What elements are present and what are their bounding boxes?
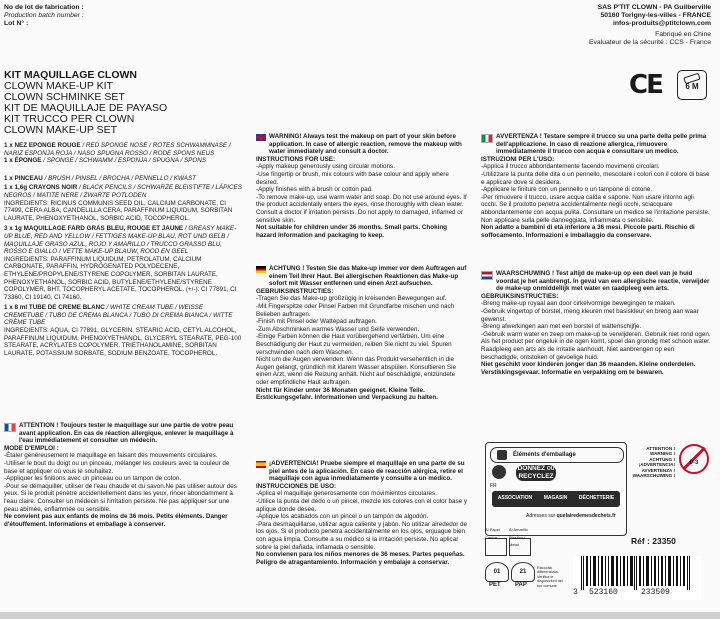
title-en: CLOWN MAKE-UP KIT <box>4 80 113 92</box>
step-nl: -Gebruik vingertop of borstel, meng kleuren met basiskleur en breng aan waar gewenst. <box>481 307 699 323</box>
recycle-arrows-icon <box>492 465 506 479</box>
warning-nl: WAARSCHUWING ! Test altijd de make-up op een deel van je huid voordat je het aanbrengt. In geval van een allergische reactie, verwijder de make-up onmiddellijk met water en raadpleeg een arts. <box>481 270 711 293</box>
warning-es: ¡ADVERTENCIA! Pruebe siempre el maquillaje en una parte de su piel antes de la aplicación. En caso de reacción alérgica, retire el maquillaje con agua inmediatamente y consulte a un médico. <box>256 460 469 483</box>
section-de <box>256 265 469 402</box>
section-it <box>481 133 711 239</box>
multilingual-warning <box>631 446 675 478</box>
step-de: -Einige Farben können die Haut vorübergehend verfärben. Um eine Beschädigung der Haut zu vermeiden, reiben Sie nicht zu viel. Spuren verschwinden nach dem Waschen. <box>256 333 452 356</box>
mode-heading-fr: MODE D'EMPLOI : <box>4 444 59 452</box>
barcode-digits-right: 233509 <box>641 588 670 597</box>
mode-heading-es: INSTRUCCIONES DE USO: <box>256 482 337 490</box>
notice-it: Non adatto a bambini di età inferiore a 36 mesi. Piccole parti. Rischio di soffocamento. Informazioni e imballaggio da conservare. <box>481 224 695 239</box>
step-it: -Applica il trucco abbondantemente facendo movimenti circolari. <box>481 163 660 171</box>
collection-points-bar <box>492 491 620 507</box>
step-de: -Tragen Sie das Make-up großzügig in kreisenden Bewegungen auf. <box>256 295 447 303</box>
ce-mark-icon: CE <box>629 70 662 100</box>
warning-fr: ATTENTION ! Toujours tester le maquillage sur une partie de votre peau avant application. En cas de réaction allergique, enlever le maquillage à l'eau immédiatement et consulter un médecin. <box>4 422 242 445</box>
pap-recycling-icon: 21 <box>511 562 535 582</box>
title-fr: KIT MAQUILLAGE CLOWN <box>4 69 137 81</box>
notice-en: Not suitable for children under 36 months. Small parts. Choking hazard Information and packaging to keep. <box>256 224 448 239</box>
warning-de: ACHTUNG ! Testen Sie das Make-up immer vor dem Auftragen auf einem Teil Ihrer Haut. Bei allergischen Reaktionen das Make-up sofort mit Wasser entfernen und einen Arzt aufsuchen. <box>256 265 469 288</box>
step-en: -Use fingertip or brush, mix colours with base colour and apply where desired. <box>256 170 449 186</box>
content-item: 1 x 8 ml TUBE DE CREME BLANC / WHITE CREAM TUBE / WEISSE CREMETUBE / TUBO DE CREMA BLANCA / TUBO DI CREMA BIANCA / WITTE CRÈME TUBE <box>4 304 233 327</box>
addresses-line: Adresses sur quefairedemesdechets.fr <box>526 513 616 519</box>
ingredients-pencil: INGREDIENTS: RICINUS COMMUNIS SEED OIL, CALCIUM CARBONATE, CI 77499, CERA ALBA, CANDELILLA CERA, PARAFFINUM LIQUIDUM, SORBITAN LAURATE, PHENOXYETHANOL, SORBIC ACID, TOCOPHEROL. <box>4 199 233 222</box>
step-nl: -Breng afwerkingen aan met een borstel of wattenschijfje. <box>481 323 642 331</box>
warn-line: WAARSCHUWING ! <box>632 473 675 479</box>
step-nl: -Gebruik warm water en zeep om make-up te verwijderen. Gebruik niet rond ogen. Als het product per ongeluk in de ogen komt, spoel dan grondig met schoon water. Raadpleeg een arts als de irritatie aanhoudt. Niet aanbrengen op een beschadigde, ontstoken of gevoelige huid. <box>481 330 711 361</box>
notice-de: Nicht für Kinder unter 36 Monaten geeignet. Kleine Teile. Erstickungsgefahr. Informationen und Verpackung zu halten. <box>256 386 438 402</box>
barcode-digits <box>573 588 701 598</box>
title-es: KIT DE MAQUILLAJE DE PAYASO <box>4 102 168 114</box>
step-it: -Utilizzare la punta delle dita o un pennello, mescolare i colori con il colore di base e applicare dove si desidera. <box>481 170 710 186</box>
step-nl: -Breng make-up royaal aan door cirkelvormige bewegingen te maken. <box>481 300 676 308</box>
flag-de-icon <box>256 266 266 273</box>
step-fr: -Utiliser le bout du doigt ou un pinceau, mélanger les couleurs avec la couleur de base et appliquer où vous le souhaitez. <box>4 459 230 475</box>
mode-heading-nl: GEBRUIKSINSTRUCTIES: <box>481 292 559 300</box>
step-en: -Apply makeup generously using circular motions. <box>256 163 395 171</box>
step-en: -To remove make-up, use warm water and soap. Do not use around eyes. If the product accidentally enters the eyes, rinse thoroughly with clean water. Consult a doctor if irritation persists. Do not apply to damaged, inflamed or sensitive skin. <box>256 193 467 224</box>
pet-label: PET <box>489 582 501 588</box>
mode-heading-de: GEBRUIKSINSTRUCTIES: <box>256 287 334 295</box>
section-en <box>256 133 469 239</box>
packaging-elements-pill <box>490 447 624 463</box>
company-email: infos-produits@ptitclown.com <box>612 20 711 27</box>
step-es: -Aplica el maquillaje generosamente con movimientos circulares. <box>256 490 437 498</box>
step-de: -Zum Abschminken warmes Wasser und Seife verwenden. <box>256 325 420 333</box>
contents-list <box>4 142 242 357</box>
age-mark: 0-3 <box>689 460 699 466</box>
mode-heading-it: ISTRUZIONI PER L'USO: <box>481 155 555 163</box>
section-es <box>256 460 469 566</box>
flag-es-icon <box>256 461 266 468</box>
batch-label-en: Production batch number : <box>4 12 84 19</box>
store-label: MAGASIN <box>543 495 568 502</box>
title-it: KIT TRUCCO PER CLOWN <box>4 113 135 125</box>
product-titles <box>4 70 244 136</box>
fr-code: FR <box>490 483 497 489</box>
company-block <box>511 4 711 47</box>
box-icon <box>497 450 507 460</box>
step-de: Nicht um die Augen verwenden. Wenn das Produkt versehentlich in die Augen gelangt, gründlich mit klarem Wasser abspülen. Konsultieren Sie einen Arzt, wenn die Reizung anhält. Nicht auf beschädigte, entzündete oder empfindliche Haut auftragen. <box>256 356 456 386</box>
mode-heading-en: INSTRUCTIONS FOR USE: <box>256 155 336 163</box>
flag-fr-icon <box>4 423 16 432</box>
step-es: -Para desmaquillarse, utilizar agua caliente y jabón. No utilizar alrededor de los ojos. Si el producto penetra accidentalmente en los ojos, enjuague bien con agua limpia. Consulte a su médico si la irritación persiste. No aplicar sobre la piel dañada, inflamada o sensible. <box>256 520 468 551</box>
company-address: 50160 Torigny-les-villes - FRANCE <box>600 12 711 19</box>
safety-evaluator: Evaluateur de la sécurité : CCS - France <box>588 39 711 46</box>
ingredients-greasy: INGREDIENTS: PARAFFINUM LIQUIDUM, PETROLATUM, CALCIUM CARBONATE, PARAFFIN, HYDROGENATED POLYDECENE, ETHYLENE/PROPYLENE/STYRENE COPOLYMER, SORBITAN LAURATE, PHENOXYETHANOL, SORBIC ACID, BUTYLENE/ETHYLENE/STYRENE COPOLYMER, BHT, TOCOPHERYL ACETATE, TOCOPHEROL. (+/-): CI 77891, CI 73360, CI 19140, CI 74160. <box>4 255 237 301</box>
warning-en: WARNING! Always test the makeup on part of your skin before application. In case of allergic reaction, remove the makeup with water immediately and consult a doctor. <box>256 133 469 156</box>
flag-nl-icon <box>481 271 493 280</box>
barcode-first-digit: 3 <box>573 588 578 597</box>
warn-line: WARNING ! <box>649 451 675 457</box>
ingredients-cream: INGREDIENTS: AQUA, CI 77891, GLYCERIN, STEARIC ACID, CETYL ALCOHOL, PARAFFINUM LIQUIDUM, PHENOXYETHANOL, GLYCERYL STEARATE, PEG-100 STEARATE, ACRYLATES COPOLYMER, TRIETHANOLAMINE, SORBITAN LAURATE, POTASSIUM SORBATE, SODIUM BENZOATE, TOCOPHEROL. <box>4 327 242 357</box>
step-en: -Apply finishes with a brush or cotton pad. <box>256 186 373 194</box>
step-fr: -Pour se démaquiller, utiliser de l'eau chaude et du savon.Ne pas utiliser autour des yeux. Si le produit pénètre accidentellement dans les yeux, rincer abondamment à l'eau claire. Consulter un médecin si l'irritation persiste. Ne pas appliquer sur une peau abîmée, enflammée ou sensible. <box>4 482 237 513</box>
not-for-under-3-icon <box>679 444 709 474</box>
card-bottom-edge <box>0 612 720 619</box>
flag-uk-icon <box>256 134 266 141</box>
pap-label: PAP <box>515 582 527 588</box>
lot-label: Lot N° : <box>4 20 29 27</box>
give-or-recycle-badge: DONNEZ OU RECYCLEZ <box>517 465 555 480</box>
notice-es: No convienen para los niños menores de 36 meses. Partes pequeñas. Peligro de atragantamiento. Información y embalaje a conservar. <box>256 551 465 566</box>
opened-jar-icon <box>677 70 707 100</box>
content-item: 1 x NEZ EPONGE ROUGE / RED SPONGE NOSE / ROTES SCHWAMMNASE / NARIZ ESPONJA ROJA / NASO SPUGNA ROSSO / RODE SPONS NEUS <box>4 142 231 157</box>
barcode-bars-icon <box>573 556 701 590</box>
made-in: Fabriqué en Chine <box>655 31 711 38</box>
company-name: SAS P'TIT CLOWN - PA Guilberville <box>597 4 711 11</box>
title-de: CLOWN SCHMINKE SET <box>4 91 125 103</box>
bin-label-paper: Al Papel Carton <box>485 527 500 540</box>
step-es: -Utilice la punta del dedo o un pincel, mezcle los colores con el color base y aplique donde desee. <box>256 497 468 513</box>
step-de: -Mit Fingerspitze oder Pinsel Farben mit Grundfarbe mischen und nach Belieben auftragen. <box>256 302 455 318</box>
packaging-elements-label: Éléments d'emballage <box>513 452 576 458</box>
flag-it-icon <box>481 134 493 143</box>
notice-fr: Ne convient pas aux enfants de moins de 36 mois. Petits éléments. Danger d'étouffement. Informations et emballage à conserver. <box>4 513 228 528</box>
content-item: 1 x 1,6g CRAYONS NOIR / BLACK PENCILS / SCHWARZE BLEISTIFTE / LÁPICES NEGROS / MATITE NERE / ZWARTE POTLODEN <box>4 184 242 199</box>
step-it: -Applicare le finiture con un pennello o un tampone di cotone. <box>481 186 653 194</box>
warning-it: AVVERTENZA ! Testare sempre il trucco su una parte della pelle prima dell'applicazione. In caso di reazione allergica, rimuovere immediatamente il trucco con acqua e consultare un medico. <box>481 133 711 156</box>
section-fr <box>4 422 242 528</box>
step-fr: -Étaler généreusement le maquillage en faisant des mouvements circulaires. <box>4 452 218 460</box>
production-block <box>4 4 244 28</box>
barcode <box>573 556 701 600</box>
period-after-opening: 6 M <box>685 82 699 91</box>
content-item: 1 x ÉPONGE / SPONGE / SCHWAMM / ESPONJA / SPUGNA / SPONS <box>4 157 207 165</box>
step-it: -Per rimuovere il trucco, usare acqua calda e sapone. Non usare intorno agli occhi. Se il prodotto penetra accidentalmente negli occhi, sciacquare abbondantemente con acqua pulita. Consultare un medico se l'irritazione persiste. Non applicare sulla pelle danneggiata, infiammata o sensibile. <box>481 193 710 224</box>
warn-line: ¡ADVERTENCIA! <box>638 462 675 468</box>
step-es: -Aplique los acabados con un pincel o un tampón de algodón. <box>256 513 429 521</box>
content-item: 1 x PINCEAU / BRUSH / PINSEL / BROCHA / PENNELLO / KWAST <box>4 174 196 182</box>
pet-recycling-icon: 01 <box>485 562 509 582</box>
reference-number: Réf : 23350 <box>631 536 676 546</box>
content-item: 3 x 1g MAQUILLAGE FARD GRAS BLEU, ROUGE ET JAUNE / GREASY MAKE-UP BLUE, RED AND YELLOW / FETTIGES MAKE-UP BLAU, ROT UND GELB / MAQUILLAJE GRASO AZUL, ROJO Y AMARILLO / TRUCCO GRASSO BLU, ROSSO E GIALLO / VETTE MAKE-UP BLAUW, ROOD EN GEEL <box>4 225 237 256</box>
triman-info-box <box>485 442 627 536</box>
warn-line: ACHTUNG ! <box>649 456 675 462</box>
step-fr: -Appliquer les finitions avec un pinceau ou un tampon de coton. <box>4 475 182 483</box>
batch-label-fr: No de lot de fabrication : <box>4 4 84 11</box>
association-label: ASSOCIATION <box>497 495 533 502</box>
title-nl: CLOWN MAKE-UP SET <box>4 124 117 136</box>
warn-line: AVVERTENZA ! <box>641 467 675 473</box>
section-nl <box>481 270 711 376</box>
barcode-digits-left: 523160 <box>589 588 618 597</box>
step-de: -Finish mit Pinsel oder Wattepad auftragen. <box>256 318 377 326</box>
bin-label-plastic: Al Amarillo Plastico / Metal <box>509 527 528 548</box>
waste-center-label: DÉCHETTERIE <box>578 495 615 502</box>
raccolta-note: Raccolta differenziata. Verifica le disposizioni del tuo comune <box>537 566 563 588</box>
warn-line: ATTENTION ! <box>646 446 675 451</box>
notice-nl: Niet geschikt voor kinderen jonger dan 36 maanden. Kleine onderdelen. Verstikkingsgevaar. Informatie en verpakking om te bewaren. <box>481 361 696 376</box>
